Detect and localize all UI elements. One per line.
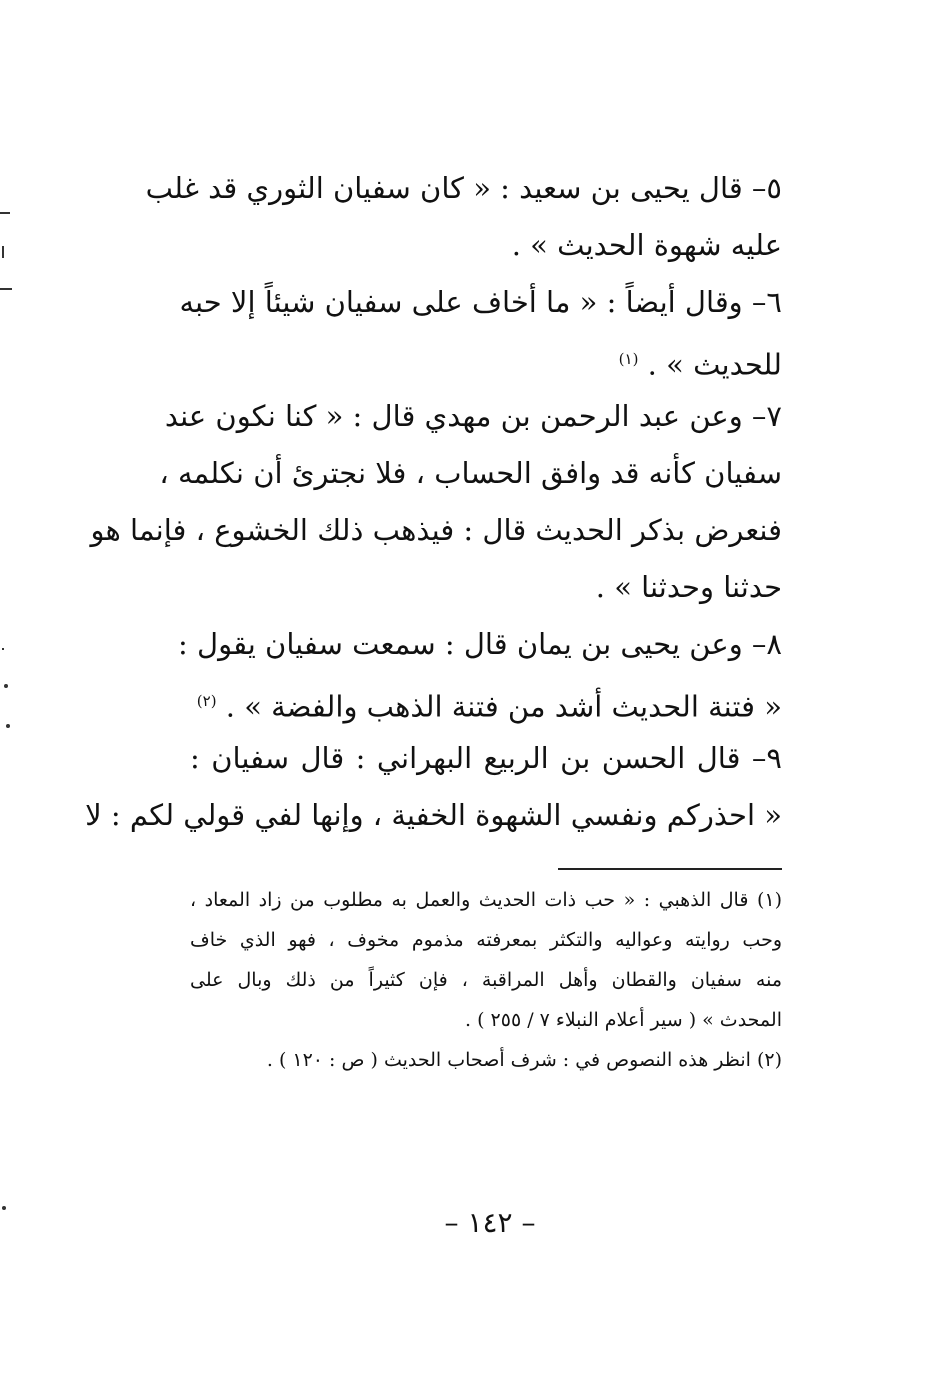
footnote-line-1: (١) قال الذهبي : « حب ذات الحديث والعمل به مطلوب من زاد المعاد ، [190,889,782,911]
text-line-8: حدثنا وحدثنا » . [595,570,782,604]
text-line-12: « احذركم ونفسي الشهوة الخفية ، وإنها لفي قولي لكم : لا [85,798,782,832]
text-line-2: عليه شهوة الحديث » . [511,228,782,262]
footnote-line-4: المحدث » ( سير أعلام النبلاء ٧ / ٢٥٥ ) . [465,1009,782,1031]
text-line-3: ٦– وقال أيضاً : « ما أخاف على سفيان شيئاً إلا حبه [179,285,782,319]
text-line-6: سفيان كأنه قد وافق الحساب ، فلا نجترئ أن نكلمه ، [159,456,782,490]
footnote-line-2: وحب روايته وعواليه والتكثر بمعرفته مذموم مخوف ، فهو الذي خاف [190,929,782,951]
text-line-4-content: للحديث » . [647,347,782,382]
scan-mark [0,288,12,290]
scan-mark [6,724,10,728]
text-line-10 [190,673,782,730]
footnote-ref-1: (١) [618,350,639,368]
footnote-line-5: (٢) انظر هذه النصوص في : شرف أصحاب الحديث ( ص : ١٢٠ ) . [266,1049,782,1071]
text-line-1: ٥– قال يحيى بن سعيد : « كان سفيان الثوري قد غلب [145,171,782,205]
text-line-5: ٧– وعن عبد الرحمن بن مهدي قال : « كنا نكون عند [164,399,782,433]
main-text [85,160,782,844]
footnote-separator [558,868,782,870]
text-line-4 [190,331,782,388]
scan-mark [2,648,4,650]
text-line-7: فنعرض بذكر الحديث قال : فيذهب ذلك الخشوع ، فإنما هو [90,513,782,547]
scan-mark [2,1206,6,1210]
scan-mark [4,684,8,688]
page-number: – ١٤٢ – [444,1206,536,1239]
text-line-11: ٩– قال الحسن بن الربيع البهراني : قال سفيان : [190,741,782,775]
text-line-10-content: « فتنة الحديث أشد من فتنة الذهب والفضة » . [225,689,782,724]
footnote-line-3: منه سفيان والقطان وأهل المراقبة ، فإن كثيراً من ذلك وبال على [190,969,782,991]
footnotes [190,880,782,1080]
scan-mark [2,246,4,258]
scan-mark [0,212,10,214]
footnote-ref-2: (٢) [196,692,217,710]
text-line-9: ٨– وعن يحيى بن يمان قال : سمعت سفيان يقول : [178,627,782,661]
